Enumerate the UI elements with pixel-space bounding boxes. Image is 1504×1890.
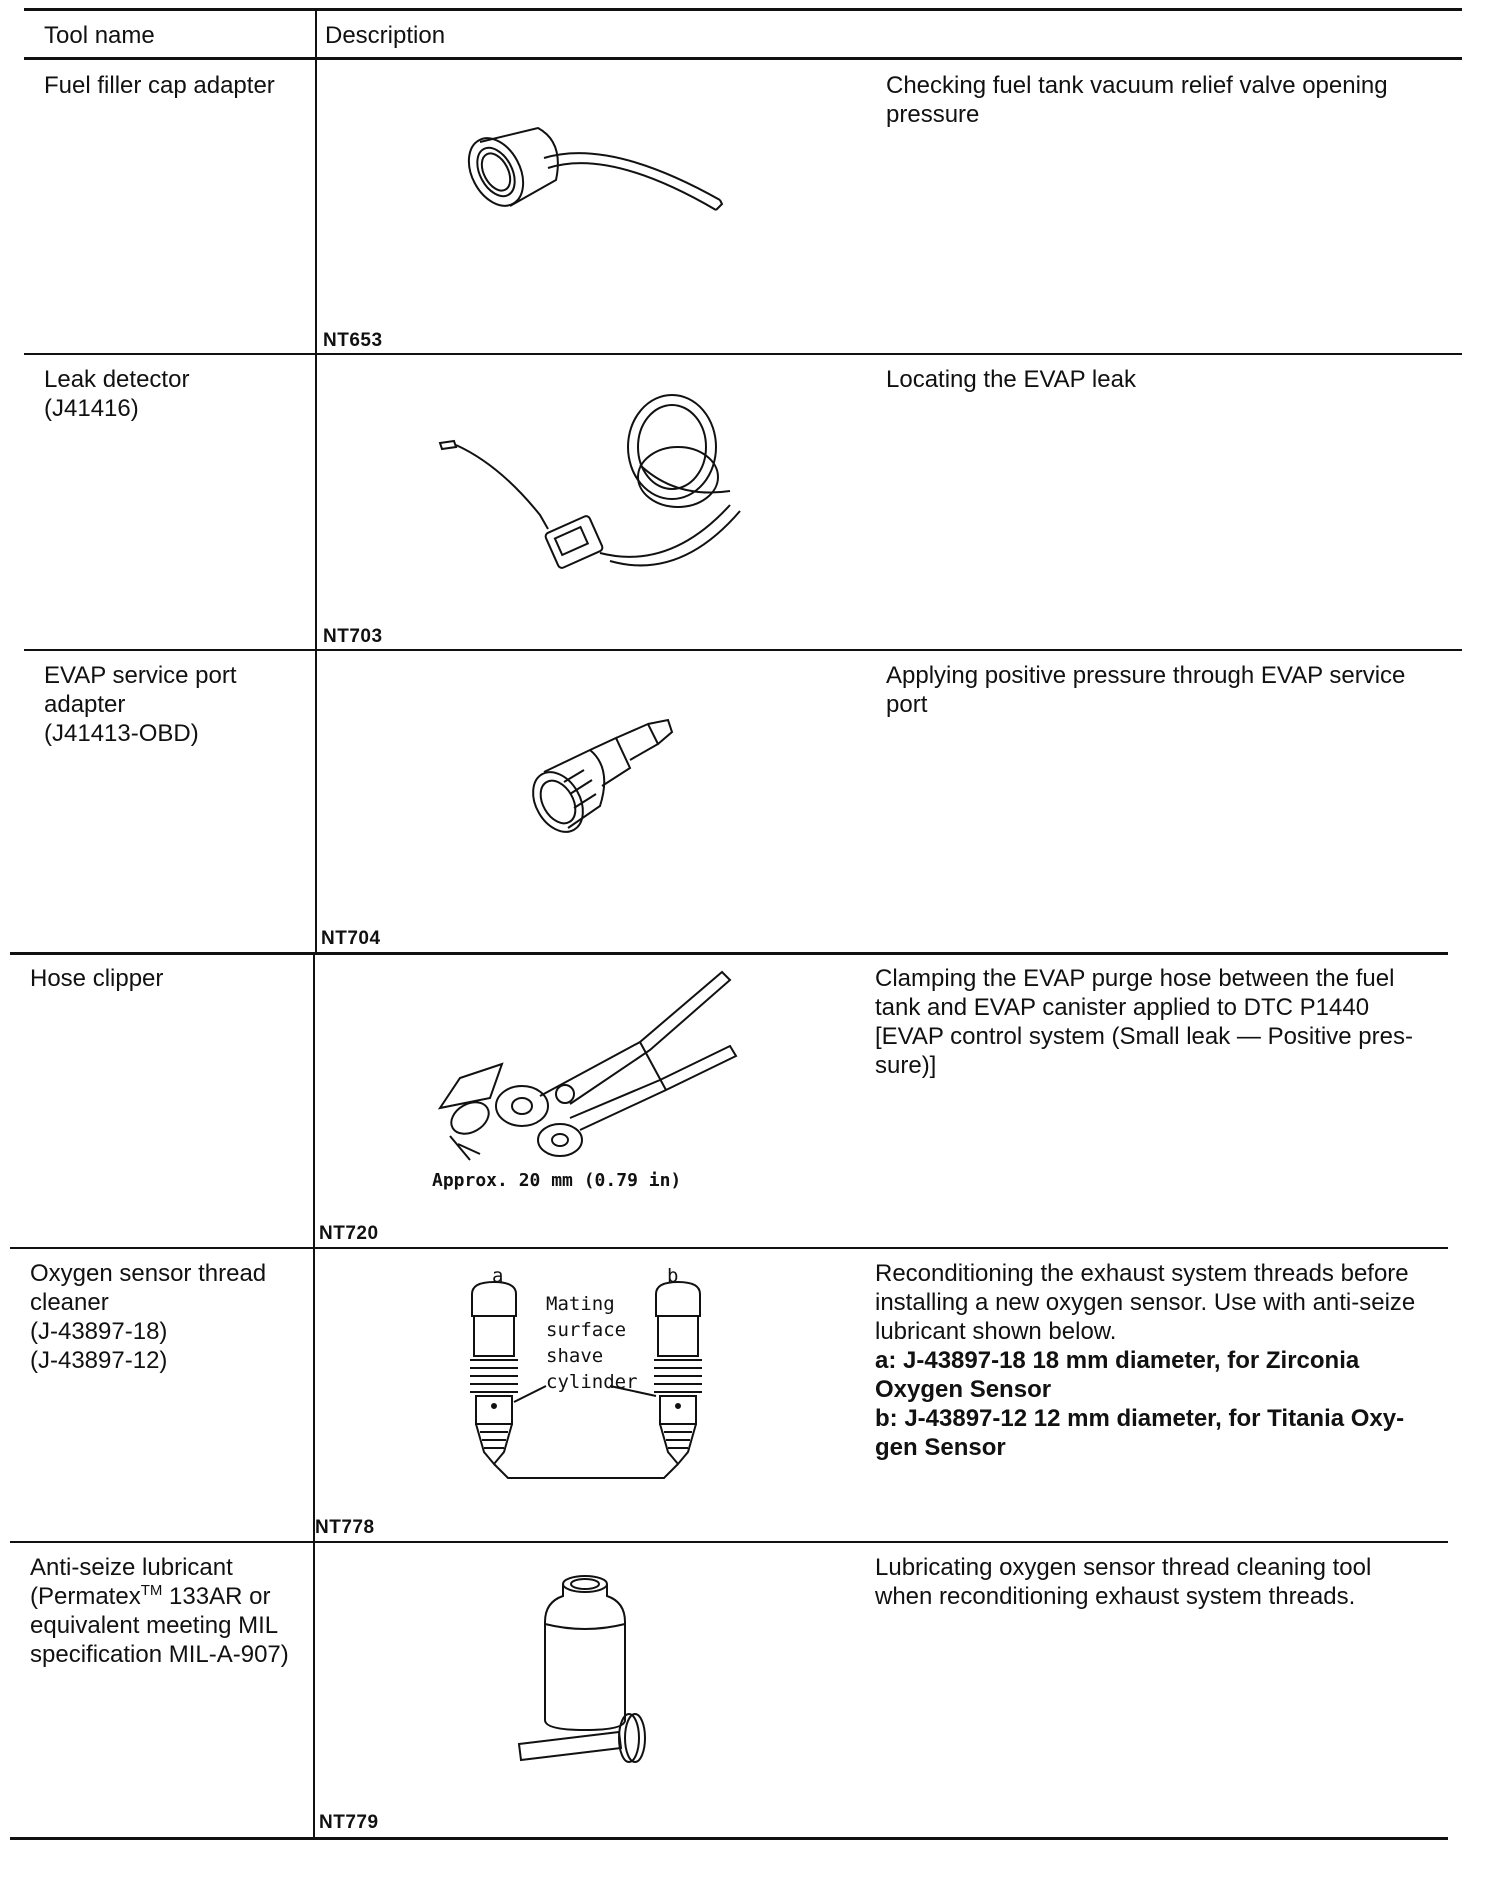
description-line: [EVAP control system (Small leak — Positive pres- xyxy=(875,1023,1413,1050)
description-line: pressure xyxy=(886,101,980,128)
figure-code: NT653 xyxy=(323,330,383,351)
tool-name-line: equivalent meeting MIL xyxy=(30,1612,279,1639)
thread-cleaner-label-b: b xyxy=(667,1265,679,1287)
tool-name-line: (J-43897-12) xyxy=(30,1347,168,1374)
tool-name-line xyxy=(30,1582,270,1611)
tool-name-line: (J41416) xyxy=(44,395,139,422)
column-divider xyxy=(313,952,315,1838)
figure-code: NT778 xyxy=(315,1517,375,1538)
row-divider xyxy=(24,353,1462,355)
figure-code: NT720 xyxy=(319,1223,379,1244)
description-line: Lubricating oxygen sensor thread cleaning tool xyxy=(875,1554,1372,1581)
description-line: when reconditioning exhaust system threads. xyxy=(875,1583,1356,1610)
description-line: sure)] xyxy=(875,1052,937,1079)
description-bold-line: b: J-43897-12 12 mm diameter, for Titania Oxy- xyxy=(875,1405,1405,1432)
tool-name-line: Fuel filler cap adapter xyxy=(44,72,275,99)
leak-detector-illustration xyxy=(440,395,760,590)
tool-name-line: Hose clipper xyxy=(30,965,164,992)
fuel-filler-cap-adapter-illustration xyxy=(460,120,730,245)
figure-code: NT779 xyxy=(319,1812,379,1833)
description-line: Applying positive pressure through EVAP service xyxy=(886,662,1406,689)
column-divider xyxy=(315,8,317,952)
description-line: lubricant shown below. xyxy=(875,1318,1117,1345)
tool-name-product-code: 133AR or xyxy=(169,1583,271,1610)
mating-surface-label-line: surface xyxy=(546,1319,627,1341)
row-divider xyxy=(10,1247,1448,1249)
tool-name-line: (J-43897-18) xyxy=(30,1318,168,1345)
description-line: Checking fuel tank vacuum relief valve opening xyxy=(886,72,1388,99)
tool-name-permatex: (Permatex xyxy=(30,1583,141,1610)
evap-service-port-adapter-illustration xyxy=(520,720,680,845)
description-line: Reconditioning the exhaust system threads before xyxy=(875,1260,1409,1287)
trademark-symbol: TM xyxy=(140,1582,163,1599)
header-description: Description xyxy=(325,22,446,49)
description-bold-line: gen Sensor xyxy=(875,1434,1006,1461)
description-bold-line: Oxygen Sensor xyxy=(875,1376,1052,1403)
tool-name-line: adapter xyxy=(44,691,126,718)
tool-name-line: Anti-seize lubricant xyxy=(30,1554,233,1581)
tool-name-line: Oxygen sensor thread xyxy=(30,1260,267,1287)
mating-surface-label-line: cylinder xyxy=(546,1371,638,1393)
thread-cleaner-label-a: a xyxy=(492,1265,504,1287)
tool-name-line: specification MIL-A-907) xyxy=(30,1641,289,1668)
tool-name-line: cleaner xyxy=(30,1289,109,1316)
figure-code: NT703 xyxy=(323,626,383,647)
description-line: Clamping the EVAP purge hose between the fuel xyxy=(875,965,1395,992)
tool-name-line: EVAP service port xyxy=(44,662,237,689)
row-divider xyxy=(10,952,1448,955)
header-rule xyxy=(24,57,1462,60)
mating-surface-label-line: Mating xyxy=(546,1293,615,1315)
row-divider xyxy=(10,1541,1448,1543)
table-bottom-rule xyxy=(10,1837,1448,1840)
header-tool-name: Tool name xyxy=(44,22,155,49)
table-top-rule xyxy=(24,8,1462,11)
mating-surface-label-line: shave xyxy=(546,1345,604,1367)
row-divider xyxy=(24,649,1462,651)
tool-name-line: Leak detector xyxy=(44,366,190,393)
description-line: Locating the EVAP leak xyxy=(886,366,1136,393)
tool-name-line: (J41413-OBD) xyxy=(44,720,199,747)
hose-clipper-dimension-label: Approx. 20 mm (0.79 in) xyxy=(432,1170,682,1191)
description-line: installing a new oxygen sensor. Use with anti-seize xyxy=(875,1289,1416,1316)
description-line: tank and EVAP canister applied to DTC P1440 xyxy=(875,994,1370,1021)
description-bold-line: a: J-43897-18 18 mm diameter, for Zirconia xyxy=(875,1347,1360,1374)
figure-code: NT704 xyxy=(321,928,381,949)
anti-seize-lubricant-illustration xyxy=(515,1572,675,1787)
hose-clipper-illustration xyxy=(430,968,740,1173)
description-line: port xyxy=(886,691,928,718)
